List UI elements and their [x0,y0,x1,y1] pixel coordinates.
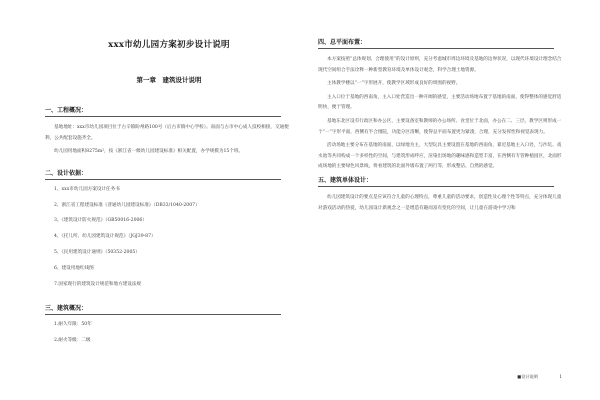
paragraph: 基地东北区设有行政区和办公区，主要设备室和教师的办公场所。食堂位于北面，办公在二、三层，教学区则形成一个“一”字形平面，西侧有半合围院，功能分区清晰，使得总平面布置更为紧凑，合理，充分发挥性和视觉表现力。 [318,118,562,135]
list-item: 2、浙江省工程建设标准《普通幼儿园建设标准》（DB33/1040-2007） [54,202,200,208]
paragraph: 基地地址：xxx市幼儿园项目位于古辛镇盼州路100号（后古市镇中心学校）。南面与古市中心成人技校相接，交通便利，公共配套设施齐全。 [45,125,289,141]
paragraph: 活动场地主要分布在基地的南面，以绿地为主，大型玩具主要设置在基地的西南角，靠近基地主入口处，与沙坑、戏水池等共同构成一个多样性的空间，与建筑形成呼应，渲染出场地的趣味感和造型丰富，在西侧有专管种植园区，北面形成场地的主要绿色风景线，将看建筑的北面外墙布置了两行等，形成整洁、自然的感觉。 [318,143,562,170]
list-item: 3、《建筑设计防火规范》（GB50016-2006） [54,218,147,224]
section-title-building-overview: 三、建筑概况： [45,304,281,315]
paragraph: 幼儿园用地面积8275m²，按《浙江省一级幼儿园建设标准》相关配置，办学规模为15个班。 [54,149,244,155]
section-title-building-design: 五、建筑单体设计： [318,176,554,187]
list-item: 4、《托儿所、幼儿园建筑设计规范》（JGJ39-87） [54,234,156,240]
paragraph: 本方案按照“总体规划、合理使用”的设计原则，充分考虑城市周边环境及基地的边界状况，以现代环境设计理念结合现代空间组合手法诠释一种新型教育环境及单体设计观念，科学合理土地资源。 [318,57,562,73]
list-item: 2.耐火等级：二级 [54,338,91,344]
section-title-site-plan: 四、总平面布置： [318,38,554,49]
document-title: xxx市幼儿园方案初步设计说明 [108,40,230,50]
paragraph: 主入口位于基地的西南角，主入口处营造出一种开阔的感觉，主要活动场地布置于基地的南面，使得整体的感觉舒适明快，便于管理。 [318,94,562,111]
footer-label: ■设计说明 [517,374,538,379]
list-item: 5、《民用建筑设计通则》（50352-2005） [54,249,140,255]
chapter-title: 第一章 建筑设计说明 [136,76,202,84]
list-item: 1.耐久年限：50年 [54,322,92,328]
left-column [45,38,293,353]
list-item: 6、建设用地红线图 [54,265,94,271]
list-item: 1、xxx市幼儿园方案设计任务书 [54,186,120,192]
section-title-project-overview: 一、工程概况： [45,106,281,117]
section-title-design-basis: 二、设计依据： [45,169,281,180]
page-number: 1 [559,374,562,379]
paragraph: 主体教学楼以“一”字形展开，使教学区域形成良好的周围的视野。 [327,81,461,87]
right-column [318,38,564,217]
paragraph: 幼儿园建筑设计的要点是应该符合儿童的心理特点，尊重儿童的活动要求，创造性及心理个性等特点，充分体现儿童对游戏活动的热爱，幼儿园设计新观念之一是增造有趣而富有变化的空间，让儿童在游戏中学习和 [318,194,562,211]
list-item: 7.国家现行的建筑设计规范和地方建设法规 [54,281,142,287]
page-footer [517,374,562,380]
